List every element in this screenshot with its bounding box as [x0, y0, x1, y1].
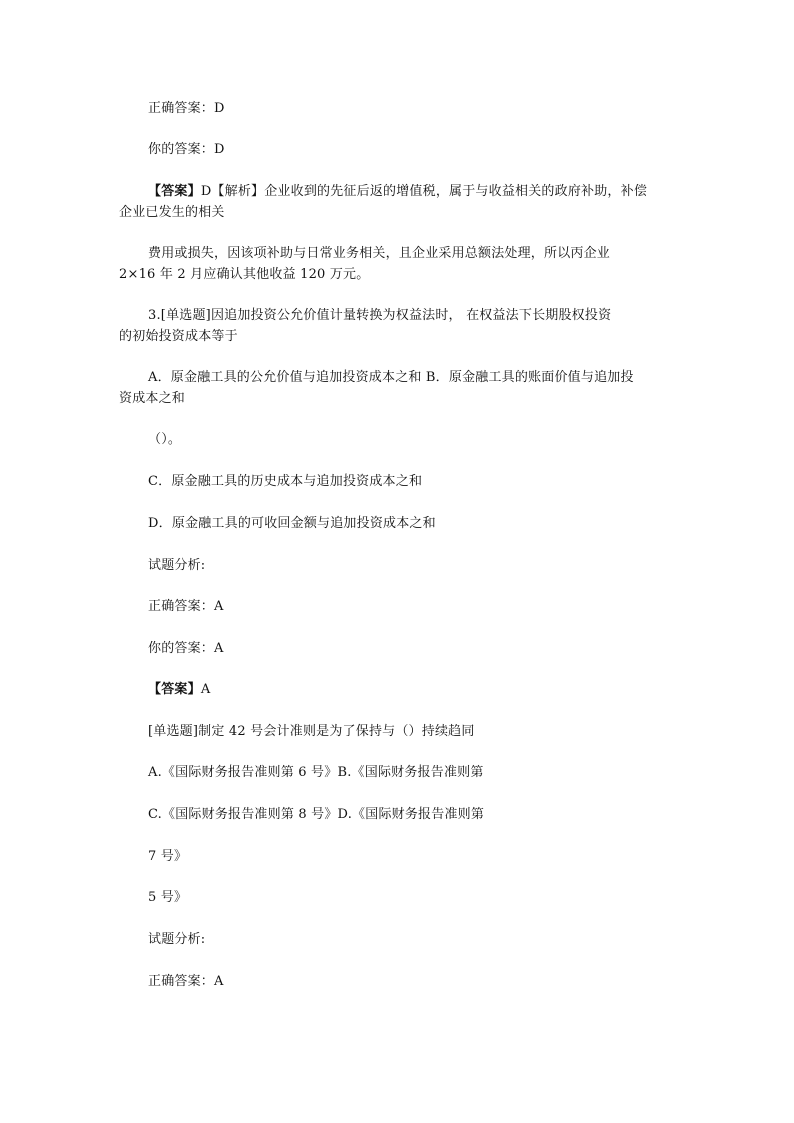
- q2-correct-answer: 正确答案：D: [148, 101, 225, 116]
- q4-option-cd: C.《国际财务报告准则第 8 号》D.《国际财务报告准则第: [148, 807, 485, 822]
- q2-explanation-line1: [148, 182, 647, 201]
- q2-explanation-line2: 企业已发生的相关: [119, 205, 225, 220]
- q3-stem-line1: 3.[单选题]因追加投资公允价值计量转换为权益法时， 在权益法下长期股权投资: [148, 308, 612, 323]
- answer-tag: 【答案】: [148, 682, 201, 697]
- q3-option-d: D．原金融工具的可收回金额与追加投资成本之和: [148, 516, 436, 531]
- q3-answer-value: A: [200, 682, 211, 697]
- answer-tag: 【答案】: [148, 184, 201, 199]
- q3-analysis-label: 试题分析:: [148, 558, 206, 573]
- q3-your-answer: 你的答案：A: [148, 641, 224, 656]
- q2-explanation-line3: 费用或损失，因该项补助与日常业务相关，且企业采用总额法处理，所以丙企业: [148, 246, 611, 261]
- q3-blank: （）。: [148, 432, 182, 447]
- q4-analysis-label: 试题分析:: [148, 932, 206, 947]
- q4-option-ab: A.《国际财务报告准则第 6 号》B.《国际财务报告准则第: [148, 765, 484, 780]
- q4-option-wrap-1: 7 号》: [148, 849, 188, 864]
- q3-answer: [148, 680, 210, 699]
- q3-stem-line2: 的初始投资成本等于: [119, 329, 238, 344]
- q4-correct-answer: 正确答案：A: [148, 974, 224, 989]
- q4-option-wrap-2: 5 号》: [148, 890, 188, 905]
- q3-option-ab-line1: A．原金融工具的公允价值与追加投资成本之和 B．原金融工具的账面价值与追加投: [148, 370, 634, 385]
- q2-explanation-text: D【解析】企业收到的先征后返的增值税，属于与收益相关的政府补助，补偿: [200, 184, 648, 199]
- q2-your-answer: 你的答案：D: [148, 142, 225, 157]
- q4-stem: [单选题]制定 42 号会计准则是为了保持与（）持续趋同: [148, 724, 475, 739]
- q3-option-ab-line2: 资成本之和: [119, 391, 186, 406]
- q3-option-c: C．原金融工具的历史成本与追加投资成本之和: [148, 474, 423, 489]
- q2-explanation-line4: 2×16 年 2 月应确认其他收益 120 万元。: [119, 267, 370, 282]
- q3-correct-answer: 正确答案：A: [148, 599, 224, 614]
